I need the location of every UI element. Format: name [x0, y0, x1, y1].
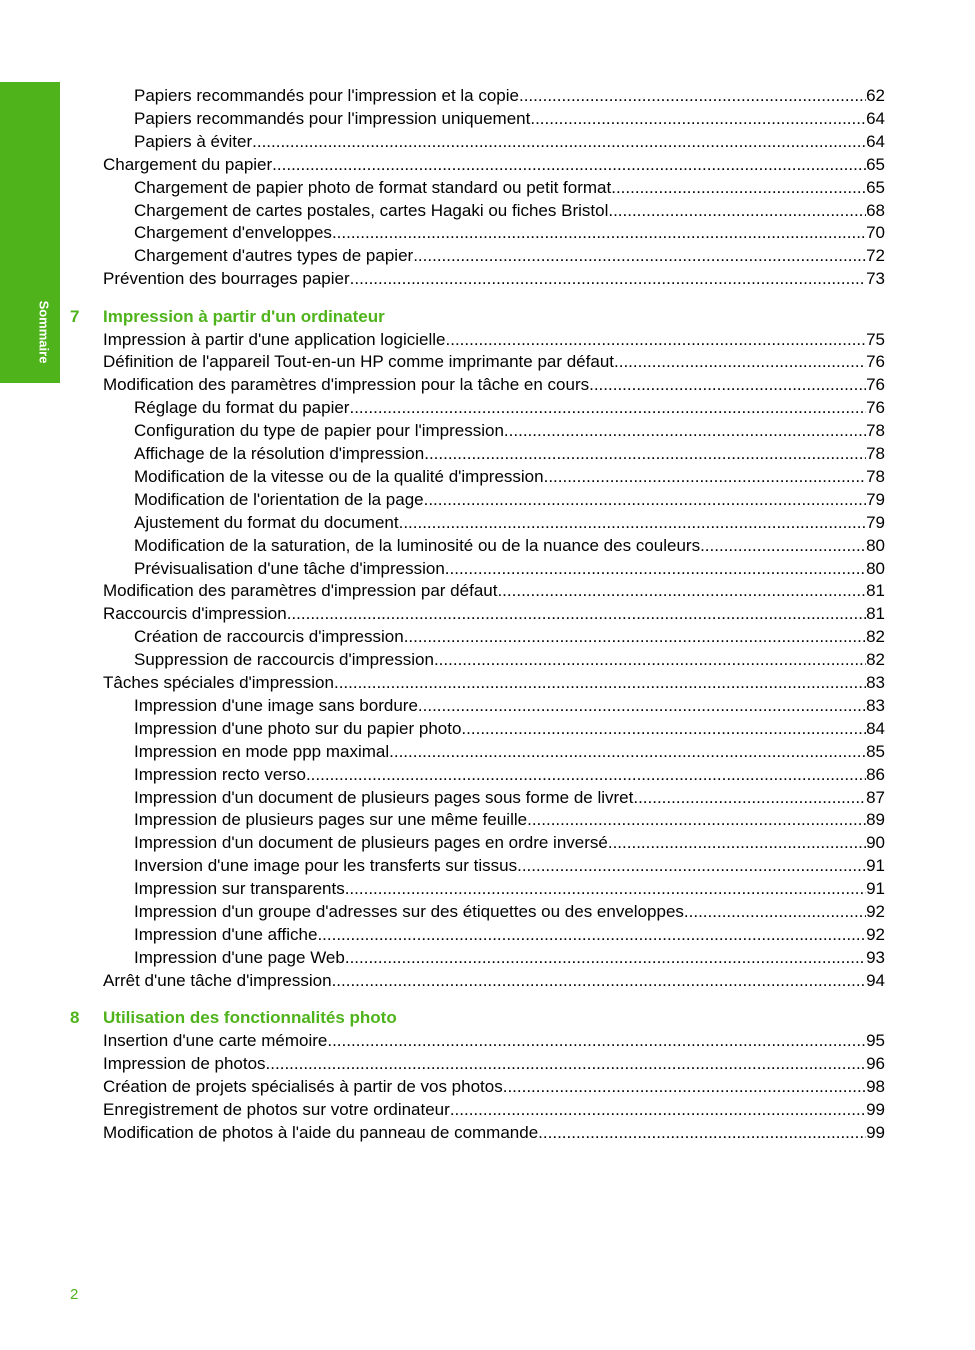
dot-leader [450, 1098, 866, 1121]
side-tab-label: Sommaire [36, 300, 52, 364]
toc-entry-title: Chargement de cartes postales, cartes Hagaki ou fiches Bristol [134, 200, 609, 220]
dot-leader [700, 534, 866, 557]
toc-entry[interactable] [134, 877, 885, 900]
toc-entry-page: 78 [866, 466, 885, 486]
toc-entry[interactable] [103, 579, 885, 602]
toc-entry-page: 93 [866, 947, 885, 967]
toc-entry-page: 70 [866, 223, 885, 243]
toc-entry-page: 64 [866, 131, 885, 151]
toc-entry-page: 83 [866, 695, 885, 715]
toc-entry[interactable] [134, 244, 885, 267]
dot-leader [317, 923, 866, 946]
dot-leader [503, 1075, 866, 1098]
toc-entry-page: 92 [866, 924, 885, 944]
dot-leader [266, 1052, 867, 1075]
toc-entry[interactable] [134, 107, 885, 130]
toc-entry[interactable] [134, 694, 885, 717]
toc-entry-title: Création de projets spécialisés à partir de vos photos [103, 1076, 503, 1096]
toc-entry[interactable] [103, 1121, 885, 1144]
toc-entry[interactable] [134, 557, 885, 580]
toc-entry-title: Papiers à éviter [134, 131, 253, 151]
dot-leader [530, 107, 866, 130]
toc-entry[interactable] [134, 854, 885, 877]
toc-entry-page: 81 [866, 581, 885, 601]
dot-leader [608, 199, 866, 222]
chapter-title: Utilisation des fonctionnalités photo [103, 1008, 397, 1028]
dot-leader [519, 84, 866, 107]
toc-entry-page: 76 [866, 398, 885, 418]
toc-entry-title: Impression en mode ppp maximal [134, 741, 390, 761]
chapter-number: 8 [70, 1008, 80, 1028]
dot-leader [497, 579, 866, 602]
dot-leader [527, 808, 866, 831]
toc-entry-title: Chargement du papier [103, 154, 273, 174]
dot-leader [349, 396, 866, 419]
toc-entry-page: 80 [866, 535, 885, 555]
toc-entry-page: 94 [866, 970, 885, 990]
toc-entry-page: 80 [866, 558, 885, 578]
toc-entry-page: 83 [866, 673, 885, 692]
toc-entry-title: Impression d'une affiche [134, 924, 318, 944]
dot-leader [345, 877, 866, 900]
toc-entry-page: 81 [866, 604, 885, 624]
toc-entry-title: Modification de la vitesse ou de la qualité d'impression [134, 466, 544, 486]
dot-leader [327, 1029, 866, 1052]
toc-entry-page: 99 [866, 1122, 885, 1142]
toc-entry[interactable] [134, 648, 885, 671]
toc-entry-title: Impression sur transparents [134, 879, 345, 899]
toc-entry[interactable] [134, 625, 885, 648]
toc-entry-title: Impression recto verso [134, 764, 306, 784]
toc-entry-title: Réglage du format du papier [134, 398, 350, 418]
toc-entry[interactable] [103, 602, 885, 625]
dot-leader [399, 511, 866, 534]
toc-entry-page: 85 [866, 741, 885, 761]
dot-leader [424, 488, 866, 511]
toc-entry-title: Suppression de raccourcis d'impression [134, 650, 434, 670]
dot-leader [424, 442, 866, 465]
toc-entry[interactable] [134, 763, 885, 786]
toc-entry-page: 78 [866, 444, 885, 463]
dot-leader [345, 946, 866, 969]
dot-leader [589, 373, 866, 396]
toc-entry-title: Arrêt d'une tâche d'impression [103, 970, 332, 990]
toc-entry[interactable] [103, 1029, 885, 1052]
dot-leader [272, 153, 866, 176]
toc-entry-title: Insertion d'une carte mémoire [103, 1031, 328, 1050]
toc-entry-title: Impression d'une page Web [134, 947, 345, 967]
dot-leader [287, 602, 866, 625]
toc-entry-page: 92 [866, 902, 885, 921]
dot-leader [306, 763, 866, 786]
toc-entry-title: Modification des paramètres d'impression pour la tâche en cours [103, 375, 590, 395]
toc-entry[interactable] [134, 488, 885, 511]
chapter-number: 7 [70, 306, 80, 326]
toc-entry-page: 87 [866, 787, 885, 807]
toc-entry-title: Inversion d'une image pour les transferts sur tissus [134, 856, 518, 876]
toc-entry-title: Prévention des bourrages papier [103, 269, 350, 289]
toc-entry[interactable] [103, 1098, 885, 1121]
toc-entry-title: Création de raccourcis d'impression [134, 627, 404, 647]
toc-entry-title: Définition de l'appareil Tout-en-un HP comme imprimante par défaut [103, 352, 614, 372]
dot-leader [446, 328, 867, 351]
toc-entry-title: Impression de plusieurs pages sur une même feuille [134, 810, 528, 830]
dot-leader [413, 244, 866, 267]
toc-entry-page: 99 [866, 1099, 885, 1119]
toc-entry[interactable] [134, 786, 885, 809]
toc-entry[interactable] [134, 900, 885, 923]
toc-entry-title: Chargement d'enveloppes [134, 223, 332, 243]
toc-entry-title: Enregistrement de photos sur votre ordinateur [103, 1099, 450, 1119]
toc-entry-page: 79 [866, 512, 885, 532]
toc-entry-page: 91 [866, 879, 885, 899]
dot-leader [608, 831, 866, 854]
toc-entry[interactable] [103, 350, 885, 373]
toc-entry[interactable] [134, 221, 885, 244]
toc-entry[interactable] [103, 153, 885, 176]
toc-entry-title: Impression à partir d'une application logicielle [103, 329, 446, 349]
dot-leader [332, 221, 866, 244]
toc-entry[interactable] [134, 465, 885, 488]
chapter-heading[interactable] [70, 305, 885, 328]
toc-entry-page: 76 [866, 375, 885, 395]
dot-leader [404, 625, 866, 648]
toc-entry-page: 68 [866, 200, 885, 220]
toc-entry[interactable] [134, 419, 885, 442]
toc-entry-page: 98 [866, 1076, 885, 1096]
toc-entry[interactable] [103, 1075, 885, 1098]
toc-entry-title: Configuration du type de papier pour l'impression [134, 421, 504, 441]
page-number: 2 [70, 1286, 79, 1303]
toc-entry-page: 82 [866, 627, 885, 647]
toc-entry-page: 89 [866, 810, 885, 830]
toc-entry-title: Prévisualisation d'une tâche d'impression [134, 558, 445, 578]
dot-leader [334, 671, 866, 694]
toc-entry[interactable] [134, 511, 885, 534]
toc-entry-page: 62 [866, 86, 885, 105]
toc-entry-page: 76 [866, 352, 885, 372]
toc-entry-page: 82 [866, 650, 885, 670]
toc-entry[interactable] [134, 84, 885, 107]
dot-leader [389, 740, 866, 763]
toc-entry-title: Affichage de la résolution d'impression [134, 444, 425, 463]
toc-entry-title: Papiers recommandés pour l'impression et la copie [134, 86, 519, 105]
toc-entry-title: Impression d'un groupe d'adresses sur des étiquettes ou des enveloppes [134, 902, 684, 921]
toc-entry[interactable] [134, 176, 885, 199]
toc-entry[interactable] [134, 808, 885, 831]
toc-entry[interactable] [103, 328, 885, 351]
toc-entry-page: 78 [866, 421, 885, 441]
toc-entry-page: 64 [866, 108, 885, 128]
toc-entry-page: 72 [866, 246, 885, 266]
toc-entry[interactable] [134, 946, 885, 969]
toc-entry-page: 73 [866, 269, 885, 289]
toc-entry[interactable] [103, 1052, 885, 1075]
toc-entry[interactable] [134, 199, 885, 222]
dot-leader [332, 969, 867, 992]
dot-leader [418, 694, 866, 717]
toc-entry-page: 95 [866, 1031, 885, 1050]
toc-entry[interactable] [134, 534, 885, 557]
toc-entry-page: 75 [866, 329, 885, 349]
toc-entry-page: 84 [866, 718, 885, 738]
dot-leader [633, 786, 866, 809]
toc-entry-title: Impression d'un document de plusieurs pages sous forme de livret [134, 787, 634, 807]
toc-entry[interactable] [103, 671, 885, 694]
toc-entry-page: 91 [866, 856, 885, 876]
toc-entry-title: Papiers recommandés pour l'impression uniquement [134, 108, 531, 128]
toc-entry[interactable] [134, 717, 885, 740]
dot-leader [252, 130, 866, 153]
toc-entry[interactable] [134, 396, 885, 419]
toc-entry[interactable] [134, 831, 885, 854]
toc-entry[interactable] [134, 923, 885, 946]
toc-entry[interactable] [134, 130, 885, 153]
dot-leader [544, 465, 866, 488]
chapter-heading[interactable] [70, 1006, 885, 1029]
dot-leader [517, 854, 866, 877]
toc-entry-title: Modification de la saturation, de la luminosité ou de la nuance des couleurs [134, 535, 701, 555]
dot-leader [350, 267, 866, 290]
toc-entry-title: Impression d'une photo sur du papier photo [134, 718, 462, 738]
toc-entry-title: Chargement d'autres types de papier [134, 246, 414, 266]
toc-entry-page: 79 [866, 489, 885, 509]
toc-entry[interactable] [134, 442, 885, 465]
toc-entry[interactable] [103, 373, 885, 396]
dot-leader [434, 648, 866, 671]
toc-entry-page: 86 [866, 764, 885, 784]
dot-leader [538, 1121, 866, 1144]
toc-entry[interactable] [103, 267, 885, 290]
dot-leader [461, 717, 866, 740]
dot-leader [614, 350, 866, 373]
toc-entry-title: Modification de photos à l'aide du panneau de commande [103, 1122, 539, 1142]
toc-entry-page: 65 [866, 177, 885, 197]
toc-entry-page: 65 [866, 154, 885, 174]
chapter-title: Impression à partir d'un ordinateur [103, 306, 385, 326]
toc-entry-title: Impression d'une image sans bordure [134, 695, 418, 715]
toc-entry[interactable] [103, 969, 885, 992]
dot-leader [445, 557, 866, 580]
toc-entry-title: Impression de photos [103, 1053, 266, 1073]
toc-entry-page: 90 [866, 833, 885, 853]
dot-leader [504, 419, 866, 442]
dot-leader [684, 900, 866, 923]
toc-entry-title: Impression d'un document de plusieurs pages en ordre inversé [134, 833, 608, 853]
toc-entry-title: Modification de l'orientation de la page [134, 489, 424, 509]
toc-entry-page: 96 [866, 1053, 885, 1073]
toc-entry[interactable] [134, 740, 885, 763]
toc-entry-title: Tâches spéciales d'impression [103, 673, 334, 692]
toc-entry-title: Ajustement du format du document [134, 512, 399, 532]
toc-entry-title: Modification des paramètres d'impression par défaut [103, 581, 498, 601]
dot-leader [611, 176, 866, 199]
toc-entry-title: Raccourcis d'impression [103, 604, 287, 624]
toc-entry-title: Chargement de papier photo de format standard ou petit format [134, 177, 612, 197]
